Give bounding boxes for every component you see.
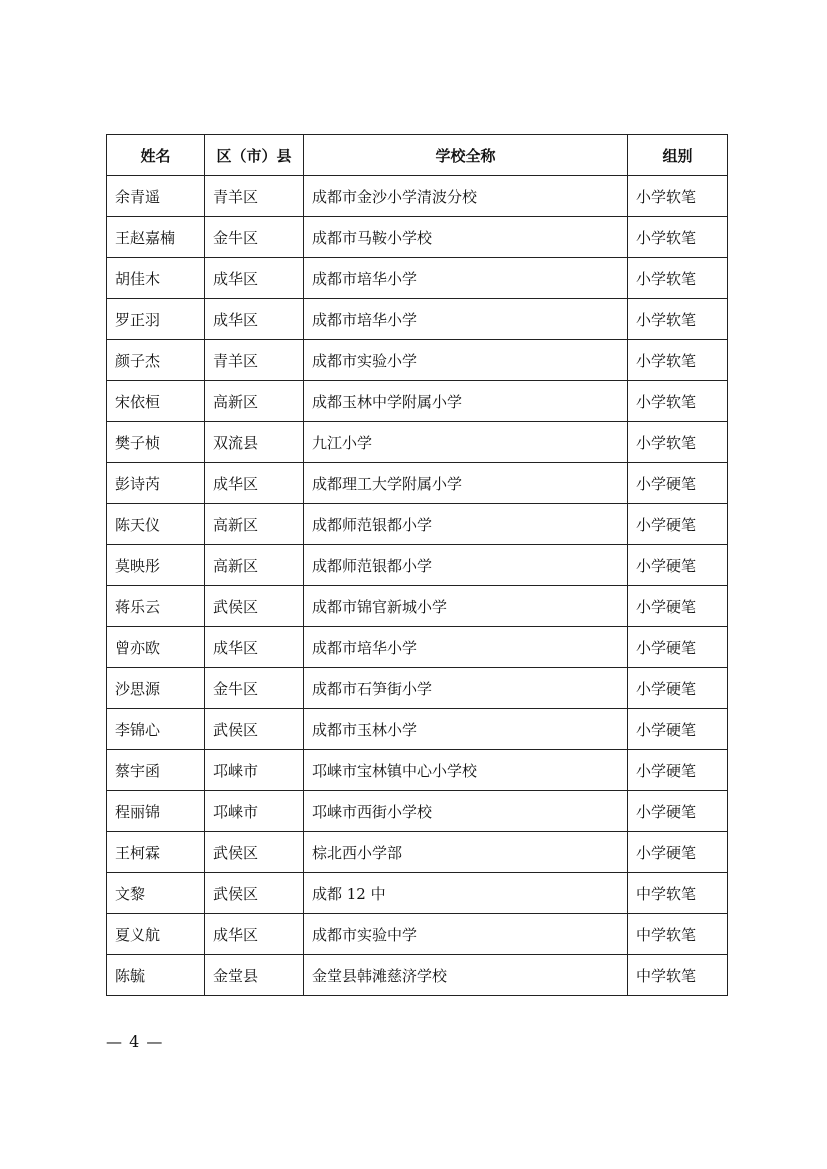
cell-name: 蒋乐云 (107, 586, 205, 627)
cell-school: 成都市玉林小学 (304, 709, 628, 750)
table-row (107, 873, 728, 914)
table-row (107, 258, 728, 299)
cell-school: 成都玉林中学附属小学 (304, 381, 628, 422)
cell-name: 夏义航 (107, 914, 205, 955)
cell-district: 高新区 (205, 381, 304, 422)
cell-group: 小学硬笔 (628, 463, 728, 504)
table-row (107, 340, 728, 381)
cell-name: 宋依桓 (107, 381, 205, 422)
table-row (107, 422, 728, 463)
table-row (107, 504, 728, 545)
header-district: 区（市）县 (205, 135, 304, 176)
cell-school: 邛崃市宝林镇中心小学校 (304, 750, 628, 791)
cell-group: 中学软笔 (628, 873, 728, 914)
cell-group: 小学软笔 (628, 258, 728, 299)
cell-group: 小学软笔 (628, 422, 728, 463)
cell-name: 陈毓 (107, 955, 205, 996)
cell-district: 成华区 (205, 258, 304, 299)
cell-group: 中学软笔 (628, 955, 728, 996)
cell-district: 青羊区 (205, 340, 304, 381)
cell-group: 小学硬笔 (628, 791, 728, 832)
cell-district: 青羊区 (205, 176, 304, 217)
table-row (107, 832, 728, 873)
cell-school: 邛崃市西街小学校 (304, 791, 628, 832)
table-row (107, 586, 728, 627)
roster-table (106, 134, 728, 996)
table-row (107, 750, 728, 791)
cell-group: 中学软笔 (628, 914, 728, 955)
table-row (107, 545, 728, 586)
cell-school: 成都市石笋街小学 (304, 668, 628, 709)
cell-name: 沙思源 (107, 668, 205, 709)
cell-name: 陈天仪 (107, 504, 205, 545)
cell-school: 成都 12 中 (304, 873, 628, 914)
cell-school: 成都理工大学附属小学 (304, 463, 628, 504)
cell-group: 小学硬笔 (628, 709, 728, 750)
table-row (107, 176, 728, 217)
table-row (107, 914, 728, 955)
cell-school: 成都师范银都小学 (304, 504, 628, 545)
cell-group: 小学硬笔 (628, 586, 728, 627)
cell-school: 成都市实验中学 (304, 914, 628, 955)
cell-school: 棕北西小学部 (304, 832, 628, 873)
table-row (107, 463, 728, 504)
table-row (107, 791, 728, 832)
table-row (107, 627, 728, 668)
cell-school: 成都市培华小学 (304, 627, 628, 668)
cell-school: 成都市锦官新城小学 (304, 586, 628, 627)
cell-name: 彭诗芮 (107, 463, 205, 504)
cell-name: 程丽锦 (107, 791, 205, 832)
table-row (107, 955, 728, 996)
cell-district: 成华区 (205, 627, 304, 668)
cell-name: 蔡宇函 (107, 750, 205, 791)
cell-name: 余青遥 (107, 176, 205, 217)
cell-district: 高新区 (205, 504, 304, 545)
cell-group: 小学硬笔 (628, 750, 728, 791)
table-row (107, 299, 728, 340)
cell-district: 成华区 (205, 914, 304, 955)
cell-name: 樊子桢 (107, 422, 205, 463)
table-row (107, 381, 728, 422)
cell-name: 王赵嘉楠 (107, 217, 205, 258)
header-name: 姓名 (107, 135, 205, 176)
header-group: 组别 (628, 135, 728, 176)
cell-school: 成都市马鞍小学校 (304, 217, 628, 258)
cell-group: 小学软笔 (628, 381, 728, 422)
cell-group: 小学软笔 (628, 340, 728, 381)
cell-district: 邛崃市 (205, 791, 304, 832)
cell-group: 小学硬笔 (628, 627, 728, 668)
cell-group: 小学软笔 (628, 299, 728, 340)
table-body (107, 176, 728, 996)
cell-district: 金牛区 (205, 668, 304, 709)
cell-name: 文黎 (107, 873, 205, 914)
header-school: 学校全称 (304, 135, 628, 176)
cell-school: 成都市实验小学 (304, 340, 628, 381)
cell-district: 武侯区 (205, 709, 304, 750)
cell-name: 莫映彤 (107, 545, 205, 586)
cell-school: 成都师范银都小学 (304, 545, 628, 586)
cell-school: 成都市培华小学 (304, 258, 628, 299)
cell-district: 武侯区 (205, 586, 304, 627)
cell-district: 金牛区 (205, 217, 304, 258)
cell-name: 罗正羽 (107, 299, 205, 340)
cell-school: 金堂县韩滩慈济学校 (304, 955, 628, 996)
cell-name: 胡佳木 (107, 258, 205, 299)
cell-school: 成都市培华小学 (304, 299, 628, 340)
cell-group: 小学硬笔 (628, 668, 728, 709)
cell-district: 武侯区 (205, 873, 304, 914)
cell-name: 李锦心 (107, 709, 205, 750)
cell-district: 邛崃市 (205, 750, 304, 791)
cell-group: 小学软笔 (628, 217, 728, 258)
cell-group: 小学硬笔 (628, 504, 728, 545)
cell-group: 小学硬笔 (628, 545, 728, 586)
cell-name: 曾亦欧 (107, 627, 205, 668)
table-row (107, 709, 728, 750)
cell-school: 成都市金沙小学清波分校 (304, 176, 628, 217)
cell-group: 小学硬笔 (628, 832, 728, 873)
table-header-row (107, 135, 728, 176)
cell-district: 金堂县 (205, 955, 304, 996)
table-row (107, 668, 728, 709)
page-number: — 4 — (106, 1032, 164, 1051)
cell-name: 颜子杰 (107, 340, 205, 381)
cell-district: 武侯区 (205, 832, 304, 873)
cell-district: 成华区 (205, 299, 304, 340)
cell-district: 高新区 (205, 545, 304, 586)
cell-name: 王柯霖 (107, 832, 205, 873)
cell-group: 小学软笔 (628, 176, 728, 217)
table-row (107, 217, 728, 258)
cell-district: 成华区 (205, 463, 304, 504)
cell-school: 九江小学 (304, 422, 628, 463)
cell-district: 双流县 (205, 422, 304, 463)
